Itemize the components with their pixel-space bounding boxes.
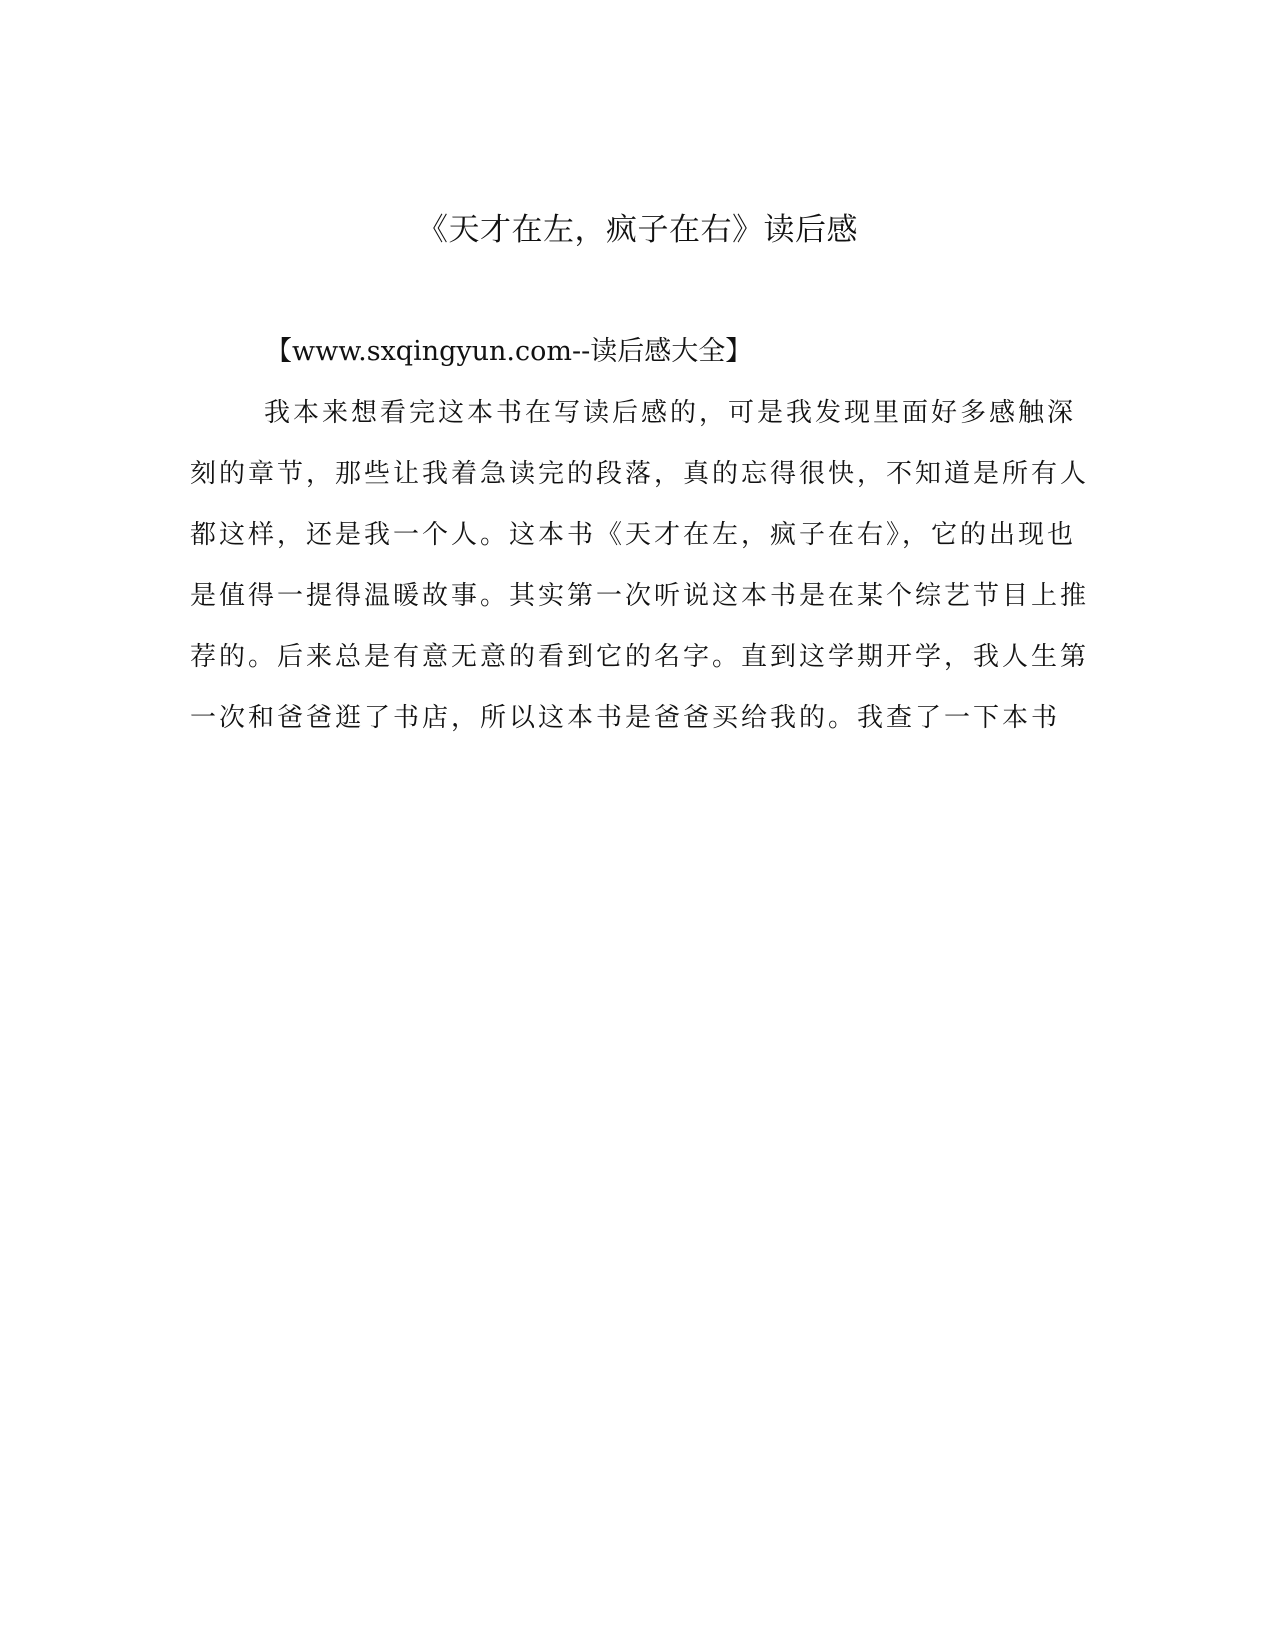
document-title: 《天才在左，疯子在右》读后感 (417, 212, 858, 248)
source-line: 【www.sxqingyun.com--读后感大全】 (265, 336, 753, 367)
body-paragraph: 我本来想看完这本书在写读后感的，可是我发现里面好多感触深刻的章节，那些让我着急读完的段落，真的忘得很快，不知道是所有人都这样，还是我一个人。这本书《天才在左，疯子在右》，它的出现也是值得一提得温暖故事。其实第一次听说这本书是在某个综艺节目上推荐的。后来总是有意无意的看到它的名字。直到这学期开学，我人生第一次和爸爸逛了书店，所以这本书是爸爸买给我的。我查了一下本书 (190, 398, 1090, 733)
